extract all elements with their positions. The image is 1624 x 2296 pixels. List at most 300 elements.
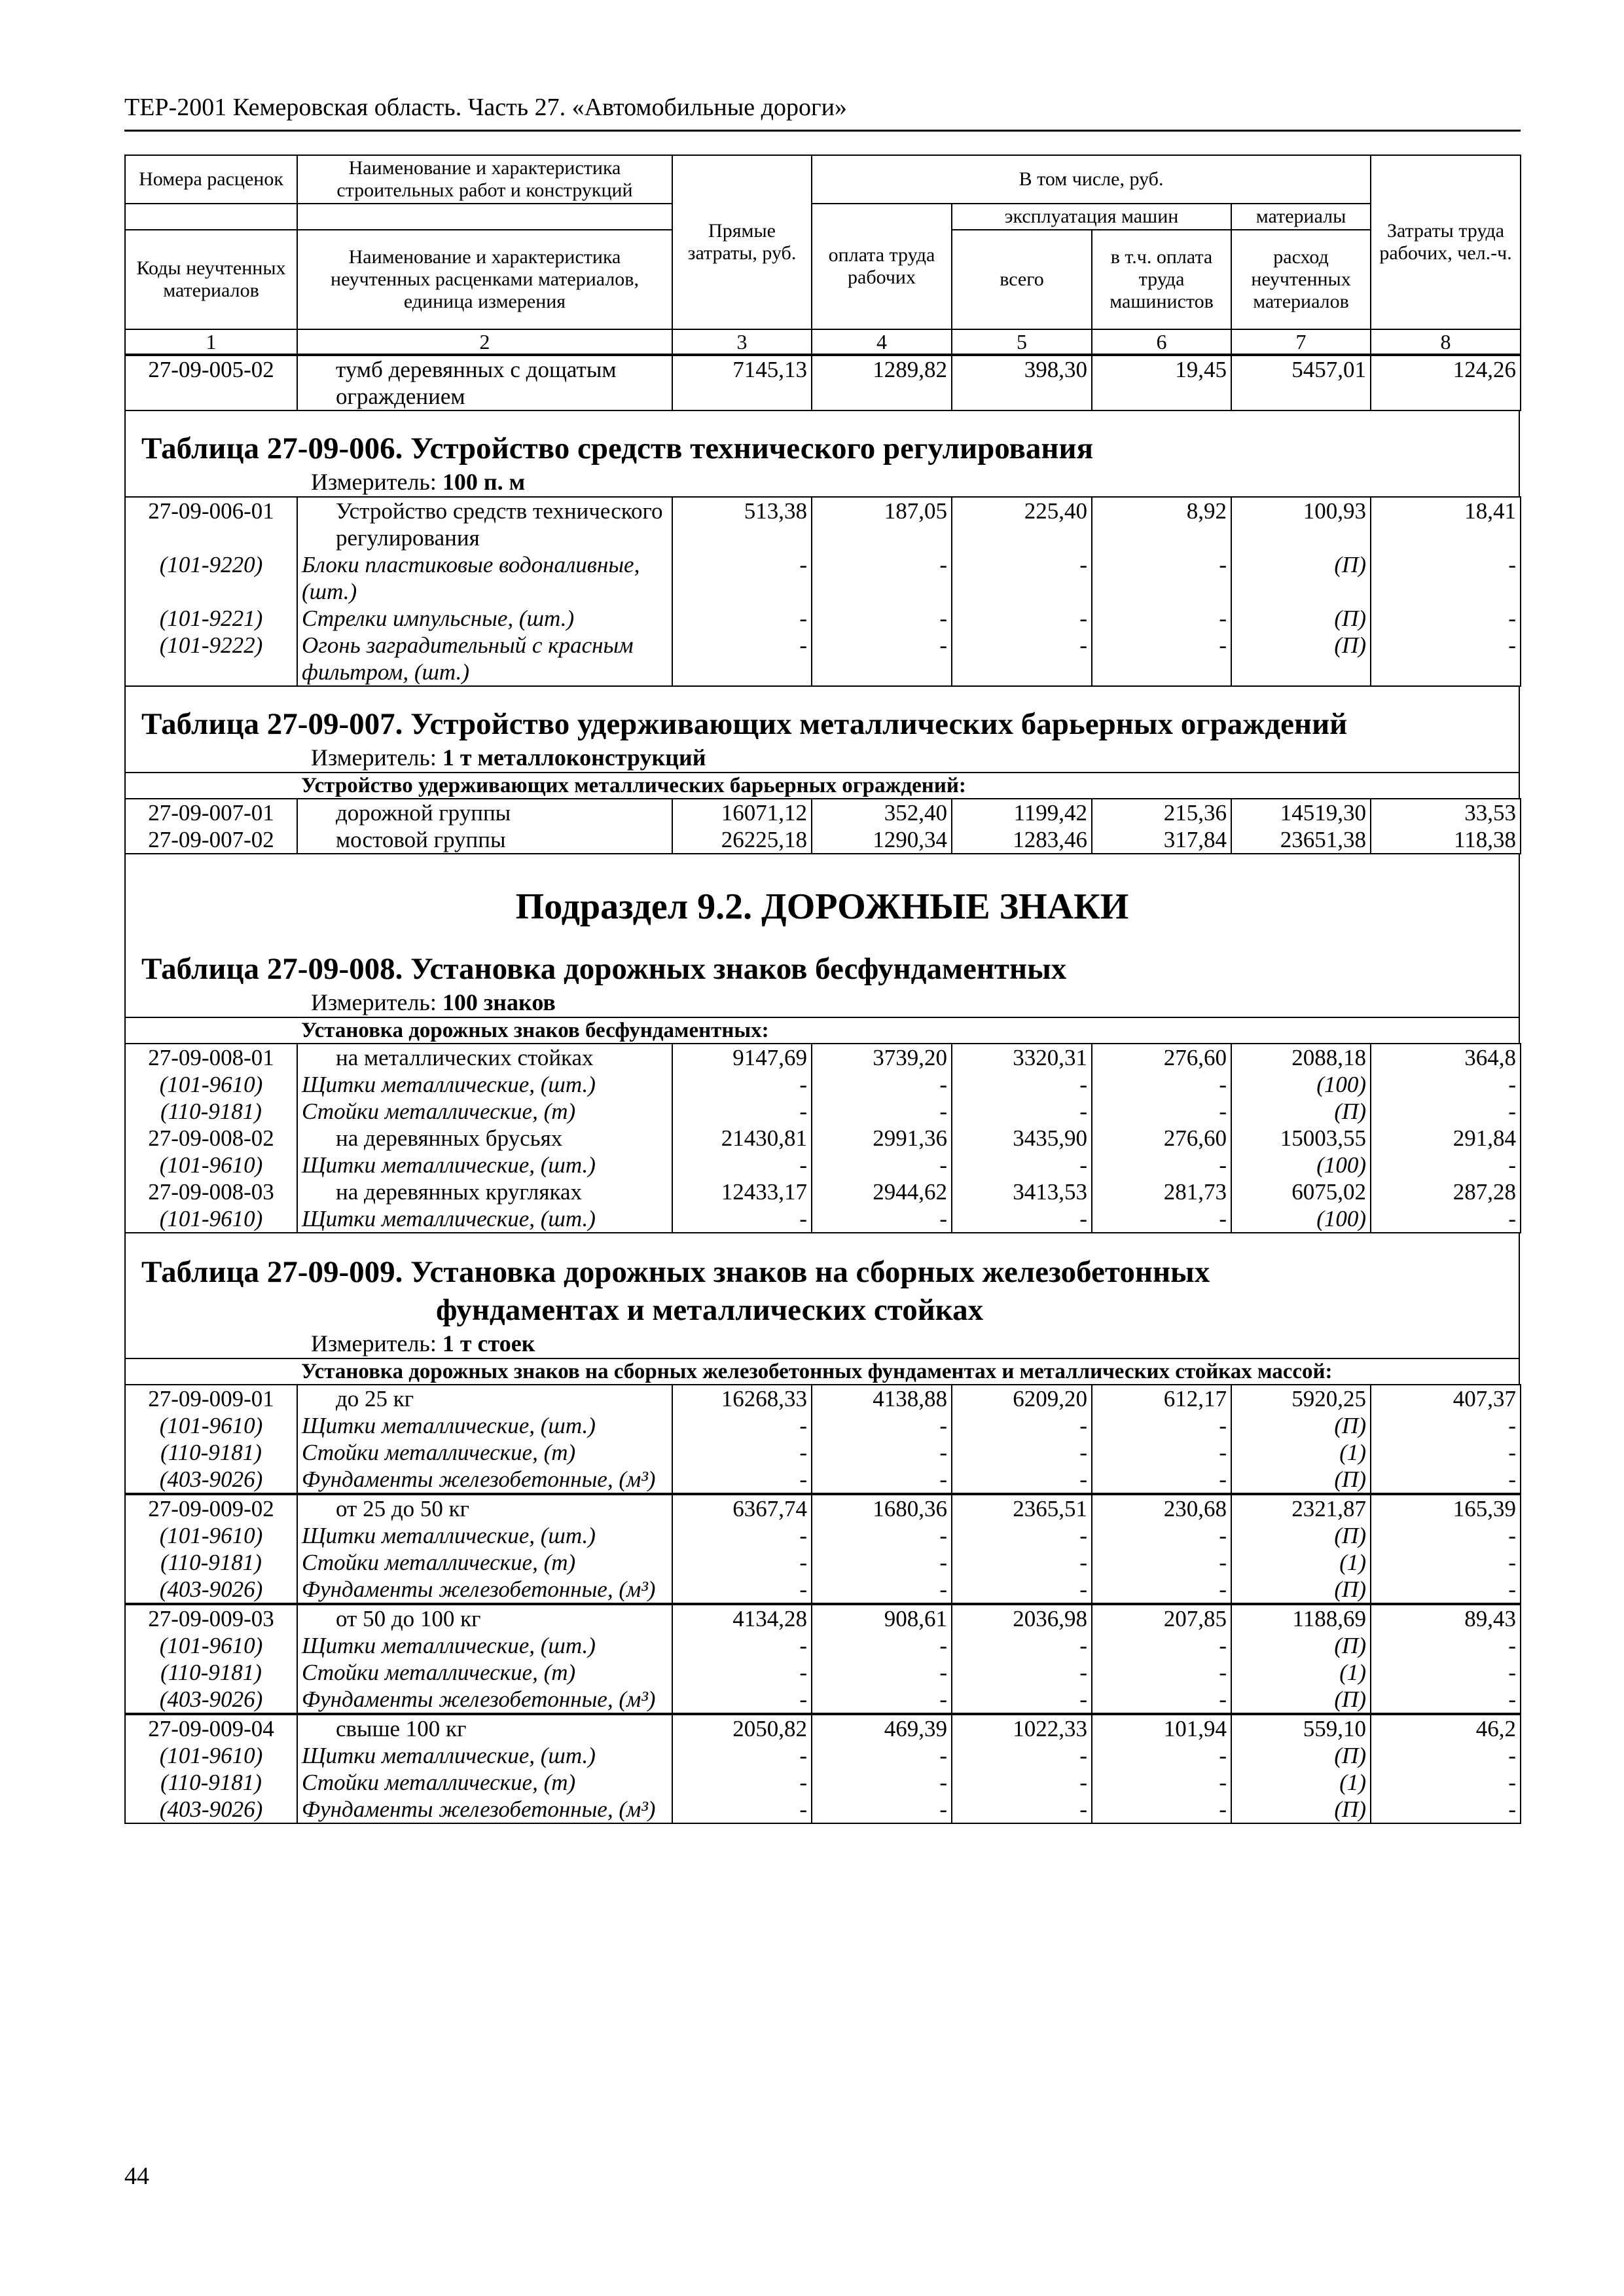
rate-code: 27-09-008-01	[125, 1044, 297, 1071]
rate-name: Щитки металлические, (шт.)	[297, 1205, 672, 1233]
labor-hours: 124,26	[1371, 355, 1521, 410]
group-title: Устройство удерживающих металлических барьерных ограждений:	[297, 773, 1519, 798]
table-title-line: Таблица 27-09-009. Установка дорожных знаков на сборных железобетонных	[141, 1255, 1210, 1289]
rate-code: 27-09-007-01	[125, 799, 297, 826]
rate-name: Стойки металлические, (т)	[297, 1659, 672, 1686]
operators-wages: -	[1092, 1522, 1231, 1549]
direct-costs: 21430,81	[672, 1125, 812, 1152]
col-header-names-spacer	[297, 204, 672, 230]
rate-code: (101-9610)	[125, 1152, 297, 1178]
rate-code: 27-09-009-03	[125, 1605, 297, 1632]
table-008-heading	[124, 933, 1520, 1017]
materials: (100)	[1231, 1205, 1371, 1233]
table-row	[125, 1522, 1521, 1549]
machines-total: -	[952, 1796, 1092, 1823]
rate-name: Устройство средств технического регулирования	[297, 497, 672, 551]
group-title: Установка дорожных знаков на сборных железобетонных фундаментах и металлических стойках массой:	[297, 1358, 1519, 1384]
wages: -	[812, 1205, 952, 1233]
labor-hours: -	[1371, 1152, 1521, 1178]
table-row	[125, 1659, 1521, 1686]
direct-costs: -	[672, 1796, 812, 1823]
rows-lead	[124, 355, 1521, 411]
labor-hours: -	[1371, 1549, 1521, 1576]
col-header-codes-spacer	[125, 204, 297, 230]
table-row	[125, 1495, 1521, 1522]
direct-costs: -	[672, 1769, 812, 1796]
operators-wages: -	[1092, 1742, 1231, 1769]
machines-total: -	[952, 1522, 1092, 1549]
wages: 1680,36	[812, 1495, 952, 1522]
measure-label: Измеритель:	[311, 989, 437, 1015]
wages: -	[812, 1742, 952, 1769]
operators-wages: -	[1092, 1686, 1231, 1713]
labor-hours: -	[1371, 1742, 1521, 1769]
col-header-material-codes: Коды неучтенных материалов	[125, 230, 297, 329]
table-header	[124, 155, 1521, 355]
table-row	[125, 1796, 1521, 1823]
table-row	[125, 1125, 1521, 1152]
table-row	[125, 1605, 1521, 1632]
machines-total: 6209,20	[952, 1385, 1092, 1412]
rate-code: (101-9610)	[125, 1742, 297, 1769]
table-row	[125, 1549, 1521, 1576]
materials: (100)	[1231, 1152, 1371, 1178]
rows-009-2	[124, 1494, 1521, 1604]
measure-unit	[126, 988, 1519, 1017]
machines-total: -	[952, 1098, 1092, 1125]
labor-hours: -	[1371, 1659, 1521, 1686]
rate-name: на деревянных кругляках	[297, 1178, 672, 1205]
group-spacer	[125, 773, 297, 798]
direct-costs: -	[672, 551, 812, 605]
measure-label: Измеритель:	[311, 744, 437, 771]
rate-name: до 25 кг	[297, 1385, 672, 1412]
col-number: 2	[297, 329, 672, 354]
machines-total: 398,30	[952, 355, 1092, 410]
section-heading	[124, 854, 1520, 933]
rate-name: Щитки металлические, (шт.)	[297, 1522, 672, 1549]
rate-name: Стойки металлические, (т)	[297, 1098, 672, 1125]
labor-hours: 291,84	[1371, 1125, 1521, 1152]
rate-code: (403-9026)	[125, 1576, 297, 1603]
wages: 187,05	[812, 497, 952, 551]
col-header-codes: Номера расценок	[125, 155, 297, 204]
table-row	[125, 1576, 1521, 1603]
wages: 352,40	[812, 799, 952, 826]
labor-hours: -	[1371, 1412, 1521, 1439]
labor-hours: -	[1371, 551, 1521, 605]
materials: 1188,69	[1231, 1605, 1371, 1632]
wages: 1289,82	[812, 355, 952, 410]
operators-wages: 276,60	[1092, 1125, 1231, 1152]
direct-costs: -	[672, 1686, 812, 1713]
rate-name: от 25 до 50 кг	[297, 1495, 672, 1522]
col-number: 8	[1371, 329, 1521, 354]
rate-name: Щитки металлические, (шт.)	[297, 1632, 672, 1659]
rate-code: 27-09-008-03	[125, 1178, 297, 1205]
machines-total: 2036,98	[952, 1605, 1092, 1632]
table-row	[125, 1632, 1521, 1659]
price-table	[124, 155, 1520, 1824]
labor-hours: 165,39	[1371, 1495, 1521, 1522]
direct-costs: 9147,69	[672, 1044, 812, 1071]
direct-costs: -	[672, 1205, 812, 1233]
rate-code: (101-9220)	[125, 551, 297, 605]
rate-code: 27-09-005-02	[125, 355, 297, 410]
col-header-unaccounted-materials: расход неучтенных материалов	[1231, 230, 1371, 329]
wages: -	[812, 1769, 952, 1796]
materials: (П)	[1231, 551, 1371, 605]
machines-total: -	[952, 1769, 1092, 1796]
rate-name: тумб деревянных с дощатым ограждением	[297, 355, 672, 410]
materials: (П)	[1231, 1742, 1371, 1769]
machines-total: 1199,42	[952, 799, 1092, 826]
table-row	[125, 1769, 1521, 1796]
col-number: 7	[1231, 329, 1371, 354]
operators-wages: 207,85	[1092, 1605, 1231, 1632]
col-header-in-total: В том числе, руб.	[812, 155, 1371, 204]
rows-007	[124, 798, 1521, 854]
materials: (1)	[1231, 1439, 1371, 1466]
measure-label: Измеритель:	[311, 469, 437, 495]
operators-wages: -	[1092, 1659, 1231, 1686]
rate-code: (101-9610)	[125, 1632, 297, 1659]
materials: (П)	[1231, 1576, 1371, 1603]
direct-costs: -	[672, 1412, 812, 1439]
rate-name: Щитки металлические, (шт.)	[297, 1412, 672, 1439]
rate-code: (101-9222)	[125, 632, 297, 686]
wages: -	[812, 1659, 952, 1686]
wages: -	[812, 1576, 952, 1603]
rows-009-3	[124, 1604, 1521, 1714]
measure-value: 1 т металлоконструкций	[442, 744, 706, 771]
machines-total: -	[952, 1576, 1092, 1603]
col-header-labor: Затраты труда рабочих, чел.-ч.	[1371, 155, 1521, 329]
measure-value: 1 т стоек	[442, 1330, 535, 1357]
materials: 559,10	[1231, 1715, 1371, 1742]
operators-wages: 317,84	[1092, 826, 1231, 854]
labor-hours: -	[1371, 1769, 1521, 1796]
labor-hours: -	[1371, 605, 1521, 632]
direct-costs: -	[672, 1439, 812, 1466]
labor-hours: 46,2	[1371, 1715, 1521, 1742]
rate-name: Щитки металлические, (шт.)	[297, 1152, 672, 1178]
materials: (П)	[1231, 1686, 1371, 1713]
materials: (П)	[1231, 1632, 1371, 1659]
materials: (1)	[1231, 1549, 1371, 1576]
machines-total: -	[952, 1071, 1092, 1098]
col-header-direct-costs: Прямые затраты, руб.	[672, 155, 812, 329]
labor-hours: -	[1371, 632, 1521, 686]
labor-hours: 364,8	[1371, 1044, 1521, 1071]
rate-name: Щитки металлические, (шт.)	[297, 1071, 672, 1098]
table-row	[125, 1098, 1521, 1125]
table-007-heading	[124, 687, 1520, 772]
direct-costs: -	[672, 1152, 812, 1178]
labor-hours: -	[1371, 1071, 1521, 1098]
machines-total: -	[952, 1742, 1092, 1769]
operators-wages: 281,73	[1092, 1178, 1231, 1205]
rate-name: Щитки металлические, (шт.)	[297, 1742, 672, 1769]
rate-code: (403-9026)	[125, 1796, 297, 1823]
table-row	[125, 1715, 1521, 1742]
materials: (П)	[1231, 1796, 1371, 1823]
materials: 5920,25	[1231, 1385, 1371, 1412]
rate-name: Стойки металлические, (т)	[297, 1439, 672, 1466]
table-row	[125, 1466, 1521, 1493]
machines-total: -	[952, 1205, 1092, 1233]
wages: -	[812, 1152, 952, 1178]
machines-total: -	[952, 1466, 1092, 1493]
direct-costs: -	[672, 1522, 812, 1549]
rows-008	[124, 1043, 1521, 1233]
rate-code: 27-09-008-02	[125, 1125, 297, 1152]
materials: 14519,30	[1231, 799, 1371, 826]
materials: (1)	[1231, 1769, 1371, 1796]
wages: -	[812, 1466, 952, 1493]
direct-costs: -	[672, 605, 812, 632]
col-header-machines: эксплуатация машин	[952, 204, 1231, 230]
labor-hours: -	[1371, 1686, 1521, 1713]
labor-hours: 287,28	[1371, 1178, 1521, 1205]
col-number: 3	[672, 329, 812, 354]
materials: (П)	[1231, 1098, 1371, 1125]
machines-total: -	[952, 1439, 1092, 1466]
wages: -	[812, 1549, 952, 1576]
wages: -	[812, 551, 952, 605]
materials: (100)	[1231, 1071, 1371, 1098]
machines-total: -	[952, 1152, 1092, 1178]
col-number: 4	[812, 329, 952, 354]
labor-hours: 89,43	[1371, 1605, 1521, 1632]
operators-wages: -	[1092, 1632, 1231, 1659]
rate-code: (101-9610)	[125, 1205, 297, 1233]
col-header-wages: оплата труда рабочих	[812, 204, 952, 329]
direct-costs: -	[672, 1466, 812, 1493]
rate-code: (110-9181)	[125, 1439, 297, 1466]
table-006-heading	[124, 411, 1520, 496]
machines-total: -	[952, 605, 1092, 632]
labor-hours: -	[1371, 1576, 1521, 1603]
machines-total: -	[952, 551, 1092, 605]
rate-code: (110-9181)	[125, 1769, 297, 1796]
operators-wages: 19,45	[1092, 355, 1231, 410]
table-title: Таблица 27-09-008. Установка дорожных знаков бесфундаментных	[141, 952, 1067, 986]
rate-name: Стрелки импульсные, (шт.)	[297, 605, 672, 632]
direct-costs: -	[672, 1742, 812, 1769]
table-row	[125, 1178, 1521, 1205]
table-title	[126, 1253, 1519, 1329]
direct-costs: 12433,17	[672, 1178, 812, 1205]
measure-value: 100 знаков	[442, 989, 556, 1015]
section-title: Подраздел 9.2. ДОРОЖНЫЕ ЗНАКИ	[515, 886, 1129, 927]
rate-name: на деревянных брусьях	[297, 1125, 672, 1152]
operators-wages: 101,94	[1092, 1715, 1231, 1742]
direct-costs: 7145,13	[672, 355, 812, 410]
rate-name: Блоки пластиковые водоналивные, (шт.)	[297, 551, 672, 605]
materials: (П)	[1231, 1522, 1371, 1549]
operators-wages: -	[1092, 1205, 1231, 1233]
rate-code: (403-9026)	[125, 1686, 297, 1713]
rate-code: 27-09-009-01	[125, 1385, 297, 1412]
operators-wages: -	[1092, 632, 1231, 686]
rate-code: 27-09-009-04	[125, 1715, 297, 1742]
rate-name: дорожной группы	[297, 799, 672, 826]
rate-name: Фундаменты железобетонные, (м³)	[297, 1686, 672, 1713]
operators-wages: -	[1092, 1549, 1231, 1576]
wages: 2991,36	[812, 1125, 952, 1152]
rate-code: (110-9181)	[125, 1659, 297, 1686]
labor-hours: 33,53	[1371, 799, 1521, 826]
machines-total: 3413,53	[952, 1178, 1092, 1205]
labor-hours: -	[1371, 1205, 1521, 1233]
table-row	[125, 799, 1521, 826]
direct-costs: 4134,28	[672, 1605, 812, 1632]
rate-code: (101-9610)	[125, 1071, 297, 1098]
operators-wages: -	[1092, 605, 1231, 632]
wages: -	[812, 605, 952, 632]
wages: -	[812, 1632, 952, 1659]
machines-total: 225,40	[952, 497, 1092, 551]
direct-costs: -	[672, 1576, 812, 1603]
rate-code: (110-9181)	[125, 1549, 297, 1576]
materials: (1)	[1231, 1659, 1371, 1686]
table-title: Таблица 27-09-007. Устройство удерживающих металлических барьерных ограждений	[141, 707, 1348, 741]
direct-costs: 2050,82	[672, 1715, 812, 1742]
rate-code: (101-9610)	[125, 1412, 297, 1439]
wages: -	[812, 632, 952, 686]
col-header-materials: материалы	[1231, 204, 1371, 230]
machines-total: 2365,51	[952, 1495, 1092, 1522]
machines-total: 3435,90	[952, 1125, 1092, 1152]
col-number: 1	[125, 329, 297, 354]
wages: 908,61	[812, 1605, 952, 1632]
labor-hours: -	[1371, 1796, 1521, 1823]
table-row	[125, 355, 1521, 410]
header-rule	[124, 130, 1521, 132]
table-009-heading	[124, 1233, 1520, 1358]
rows-009-4	[124, 1714, 1521, 1824]
table-row	[125, 1439, 1521, 1466]
col-header-names: Наименование и характеристика строительных работ и конструкций	[297, 155, 672, 204]
materials: 5457,01	[1231, 355, 1371, 410]
operators-wages: -	[1092, 1152, 1231, 1178]
rate-name: мостовой группы	[297, 826, 672, 854]
machines-total: -	[952, 632, 1092, 686]
materials: (П)	[1231, 1466, 1371, 1493]
direct-costs: 26225,18	[672, 826, 812, 854]
measure-value: 100 п. м	[442, 469, 526, 495]
direct-costs: -	[672, 1071, 812, 1098]
table-row	[125, 1071, 1521, 1098]
direct-costs: 513,38	[672, 497, 812, 551]
table-title: Таблица 27-09-006. Устройство средств технического регулирования	[141, 431, 1094, 465]
labor-hours: -	[1371, 1466, 1521, 1493]
page-number: 44	[124, 2162, 149, 2190]
rate-code: (403-9026)	[125, 1466, 297, 1493]
rate-name: на металлических стойках	[297, 1044, 672, 1071]
rate-code: (101-9610)	[125, 1522, 297, 1549]
table-row	[125, 632, 1521, 686]
operators-wages: -	[1092, 1576, 1231, 1603]
labor-hours: -	[1371, 1522, 1521, 1549]
direct-costs: 6367,74	[672, 1495, 812, 1522]
operators-wages: -	[1092, 1466, 1231, 1493]
labor-hours: 407,37	[1371, 1385, 1521, 1412]
rows-006	[124, 496, 1521, 687]
operators-wages: 230,68	[1092, 1495, 1231, 1522]
materials: 2088,18	[1231, 1044, 1371, 1071]
table-row	[125, 1205, 1521, 1233]
rate-name: Стойки металлические, (т)	[297, 1769, 672, 1796]
table-row	[125, 826, 1521, 854]
table-row	[125, 1385, 1521, 1412]
materials: 100,93	[1231, 497, 1371, 551]
wages: 3739,20	[812, 1044, 952, 1071]
table-row	[125, 1044, 1521, 1071]
col-number: 5	[952, 329, 1092, 354]
wages: -	[812, 1412, 952, 1439]
rate-code: 27-09-006-01	[125, 497, 297, 551]
col-header-operators-wages: в т.ч. оплата труда машинистов	[1092, 230, 1231, 329]
col-header-material-names: Наименование и характеристика неучтенных расценками материалов, единица измерения	[297, 230, 672, 329]
wages: -	[812, 1071, 952, 1098]
materials: 15003,55	[1231, 1125, 1371, 1152]
measure-label: Измеритель:	[311, 1330, 437, 1357]
labor-hours: -	[1371, 1098, 1521, 1125]
labor-hours: 118,38	[1371, 826, 1521, 854]
machines-total: -	[952, 1412, 1092, 1439]
materials: (П)	[1231, 1412, 1371, 1439]
table-row	[125, 551, 1521, 605]
operators-wages: 612,17	[1092, 1385, 1231, 1412]
machines-total: 1283,46	[952, 826, 1092, 854]
rate-code: (110-9181)	[125, 1098, 297, 1125]
operators-wages: -	[1092, 1439, 1231, 1466]
rate-name: Огонь заградительный с красным фильтром, (шт.)	[297, 632, 672, 686]
operators-wages: -	[1092, 1098, 1231, 1125]
page-header: ТЕР-2001 Кемеровская область. Часть 27. «Автомобильные дороги»	[124, 94, 847, 121]
wages: -	[812, 1098, 952, 1125]
labor-hours: 18,41	[1371, 497, 1521, 551]
group-spacer	[125, 1017, 297, 1043]
table-row	[125, 605, 1521, 632]
wages: 1290,34	[812, 826, 952, 854]
col-header-machines-total: всего	[952, 230, 1092, 329]
direct-costs: 16071,12	[672, 799, 812, 826]
materials: (П)	[1231, 632, 1371, 686]
direct-costs: -	[672, 1549, 812, 1576]
materials: 2321,87	[1231, 1495, 1371, 1522]
rate-code: (101-9221)	[125, 605, 297, 632]
direct-costs: -	[672, 632, 812, 686]
measure-unit	[126, 1329, 1519, 1358]
rate-name: Фундаменты железобетонные, (м³)	[297, 1576, 672, 1603]
col-number: 6	[1092, 329, 1231, 354]
materials: (П)	[1231, 605, 1371, 632]
group-007	[124, 772, 1520, 798]
labor-hours: -	[1371, 1632, 1521, 1659]
rate-name: от 50 до 100 кг	[297, 1605, 672, 1632]
rate-code: 27-09-009-02	[125, 1495, 297, 1522]
rows-009-1	[124, 1384, 1521, 1494]
operators-wages: -	[1092, 1071, 1231, 1098]
wages: -	[812, 1439, 952, 1466]
machines-total: -	[952, 1686, 1092, 1713]
wages: -	[812, 1796, 952, 1823]
machines-total: -	[952, 1632, 1092, 1659]
table-row	[125, 497, 1521, 551]
